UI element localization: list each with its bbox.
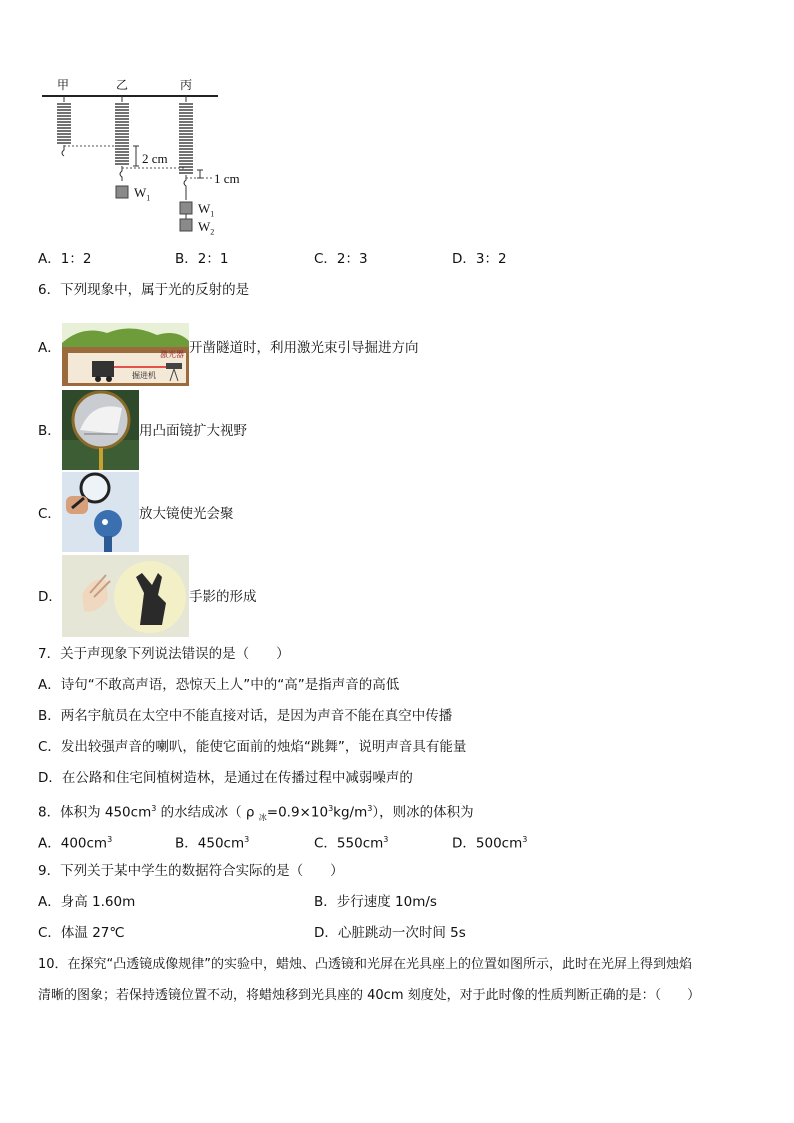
q10-line-2: 清晰的图象；若保持透镜位置不动，将蜡烛移到光具座的 40cm 刻度处，对于此时像的性质判断正确的是：（ ）: [38, 988, 701, 1003]
weight-w1-bing: $W_1$: [198, 201, 215, 219]
q10-line-1: 10．在探究“凸透镜成像规律”的实验中，蜡烛、凸透镜和光屏在光具座上的位置如图所示，此时在光屏上得到烛焰: [38, 957, 693, 972]
q8-option-b: B．$450cm^3$: [175, 835, 250, 852]
q6-d-text: 手影的形成: [189, 589, 257, 605]
q7-option-c: C．发出较强声音的喇叭，能使它面前的烛焰“跳舞”，说明声音具有能量: [38, 739, 467, 755]
q6-c-text: 放大镜使光会聚: [139, 506, 234, 522]
q6-c-letter: C．: [38, 506, 61, 522]
q7-option-b: B．两名宇航员在太空中不能直接对话，是因为声音不能在真空中传播: [38, 708, 453, 724]
q5-option-d: D．3：2: [452, 251, 507, 267]
convex-mirror-image: [62, 390, 139, 470]
q7-option-a: A．诗句“不敢高声语，恐惊天上人”中的“高”是指声音的高低: [38, 677, 400, 693]
q5-option-b: B．2：1: [175, 251, 229, 267]
label-jia: 甲: [57, 78, 70, 92]
q6-b-text: 用凸面镜扩大视野: [139, 423, 247, 439]
magnifier-image: [62, 472, 139, 552]
spring-figure: [38, 76, 258, 241]
q7-stem: 7．关于声现象下列说法错误的是（ ）: [38, 646, 290, 662]
weight-w1-yi: $W_1$: [134, 185, 151, 203]
q9-option-d: D．心脏跳动一次时间 5s: [314, 925, 466, 941]
q5-option-a: A．1：2: [38, 251, 92, 267]
label-yi: 乙: [116, 78, 129, 92]
q8-option-c: C．$550cm^3$: [314, 835, 389, 852]
machine-label: 掘进机: [132, 371, 156, 380]
q6-b-letter: B．: [38, 423, 61, 439]
dim-1cm: 1 cm: [214, 171, 240, 186]
q7-option-d: D．在公路和住宅间植树造林，是通过在传播过程中减弱噪声的: [38, 770, 413, 786]
laser-label: 激光器: [160, 350, 184, 359]
dim-2cm: 2 cm: [142, 151, 168, 166]
hand-shadow-image: [62, 555, 189, 637]
tunnel-laser-image: [62, 323, 189, 386]
q6-a-letter: A．: [38, 340, 61, 356]
label-bing: 丙: [180, 78, 193, 92]
weight-w2-bing: $W_2$: [198, 219, 215, 237]
q8-option-a: A．$400cm^3$: [38, 835, 113, 852]
q9-option-b: B．步行速度 10m/s: [314, 894, 437, 910]
q6-d-letter: D．: [38, 589, 62, 605]
q8-stem: 8．体积为 $450cm^3$ 的水结成冰（ ρ $_冰=0.9\times 10^3kg/m^3$），则冰的体积为: [38, 804, 474, 823]
q9-option-a: A．身高 1.60m: [38, 894, 136, 910]
q8-option-d: D．$500cm^3$: [452, 835, 528, 852]
q5-option-c: C．2：3: [314, 251, 368, 267]
q6-stem: 6．下列现象中，属于光的反射的是: [38, 282, 250, 298]
q9-option-c: C．体温 27℃: [38, 925, 125, 941]
q9-stem: 9．下列关于某中学生的数据符合实际的是（ ）: [38, 863, 344, 879]
q6-a-text: 开凿隧道时，利用激光束引导掘进方向: [189, 340, 419, 356]
